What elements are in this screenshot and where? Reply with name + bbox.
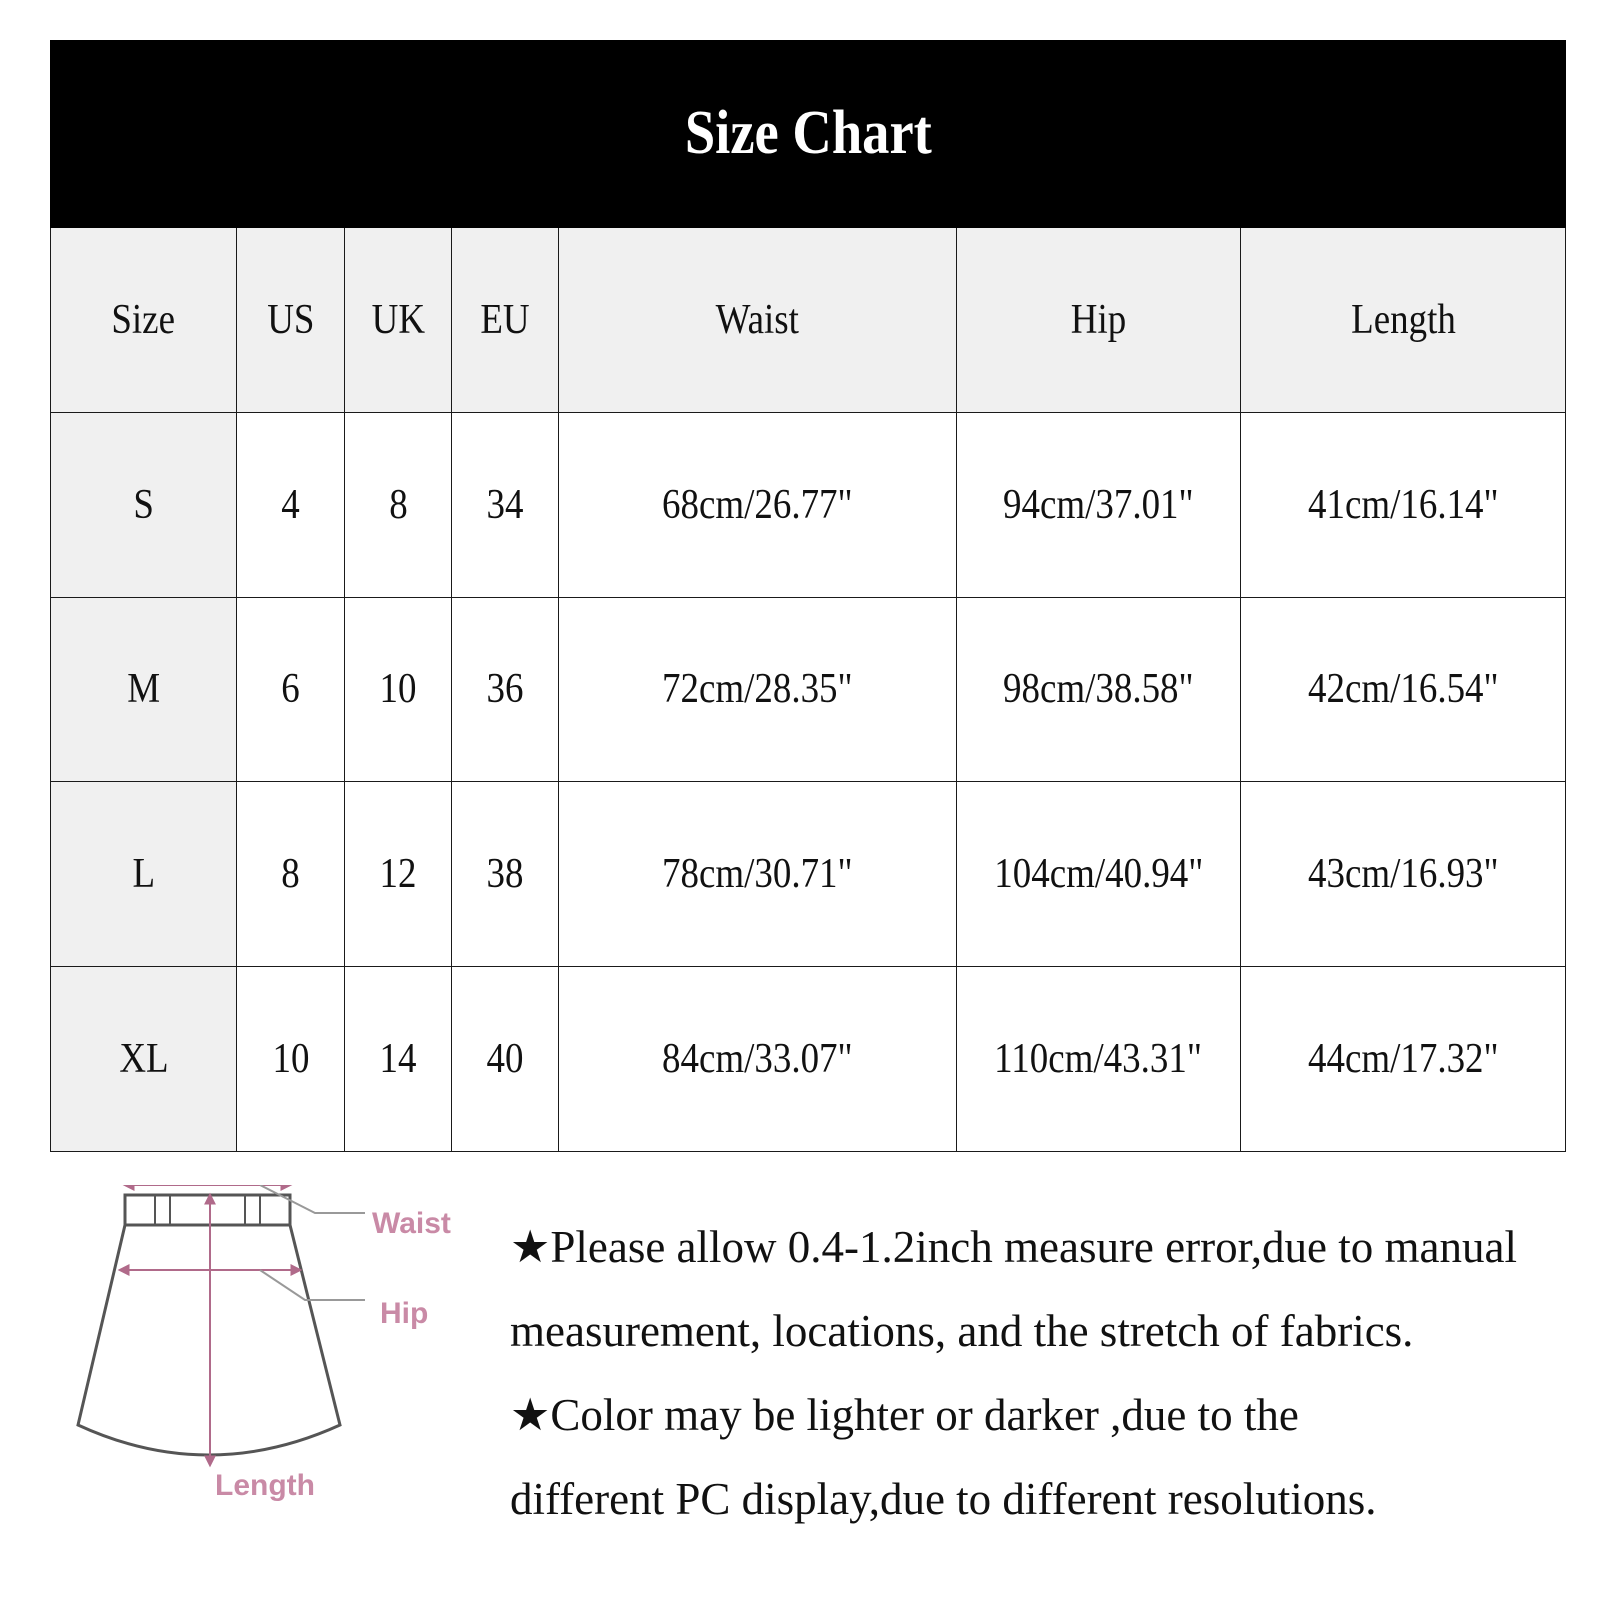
col-header-waist: Waist [559,227,957,412]
col-header-uk: UK [345,227,452,412]
cell-length: 42cm/16.54" [1241,597,1566,782]
cell-size: M [51,597,237,782]
cell-eu: 34 [452,412,559,597]
notes-block [510,1205,1595,1541]
cell-waist: 68cm/26.77" [559,412,957,597]
note-line: ★Please allow 0.4-1.2inch measure error,due to manual [510,1222,1517,1272]
cell-eu: 36 [452,597,559,782]
cell-hip: 94cm/37.01" [957,412,1241,597]
cell-waist: 78cm/30.71" [559,782,957,967]
cell-waist: 72cm/28.35" [559,597,957,782]
cell-length: 43cm/16.93" [1241,782,1566,967]
cell-hip: 98cm/38.58" [957,597,1241,782]
skirt-measurement-icon [60,1185,480,1555]
length-label: Length [215,1469,315,1502]
hip-label: Hip [380,1297,429,1330]
cell-size: L [51,782,237,967]
cell-eu: 40 [452,967,559,1152]
cell-length: 41cm/16.14" [1241,412,1566,597]
col-header-us: US [237,227,345,412]
note-line: ★Color may be lighter or darker ,due to the [510,1390,1299,1440]
cell-us: 4 [237,412,345,597]
cell-hip: 110cm/43.31" [957,967,1241,1152]
cell-hip: 104cm/40.94" [957,782,1241,967]
header-row [51,227,1566,412]
col-header-size: Size [51,227,237,412]
cell-waist: 84cm/33.07" [559,967,957,1152]
cell-length: 44cm/17.32" [1241,967,1566,1152]
cell-uk: 10 [345,597,452,782]
cell-uk: 14 [345,967,452,1152]
cell-us: 8 [237,782,345,967]
title-row [51,41,1566,228]
table-row [51,412,1566,597]
cell-us: 6 [237,597,345,782]
col-header-hip: Hip [957,227,1241,412]
cell-size: S [51,412,237,597]
waist-label: Waist [372,1207,451,1240]
col-header-eu: EU [452,227,559,412]
chart-title: Size Chart [51,41,1566,228]
table-row [51,782,1566,967]
col-header-length: Length [1241,227,1566,412]
note-line: different PC display,due to different resolutions. [510,1474,1377,1524]
skirt-measurement-diagram [60,1185,480,1555]
table-row [51,967,1566,1152]
size-chart-table [50,40,1566,1152]
cell-us: 10 [237,967,345,1152]
cell-uk: 8 [345,412,452,597]
note-line: measurement, locations, and the stretch of fabrics. [510,1306,1414,1356]
cell-uk: 12 [345,782,452,967]
table-row [51,597,1566,782]
cell-eu: 38 [452,782,559,967]
cell-size: XL [51,967,237,1152]
